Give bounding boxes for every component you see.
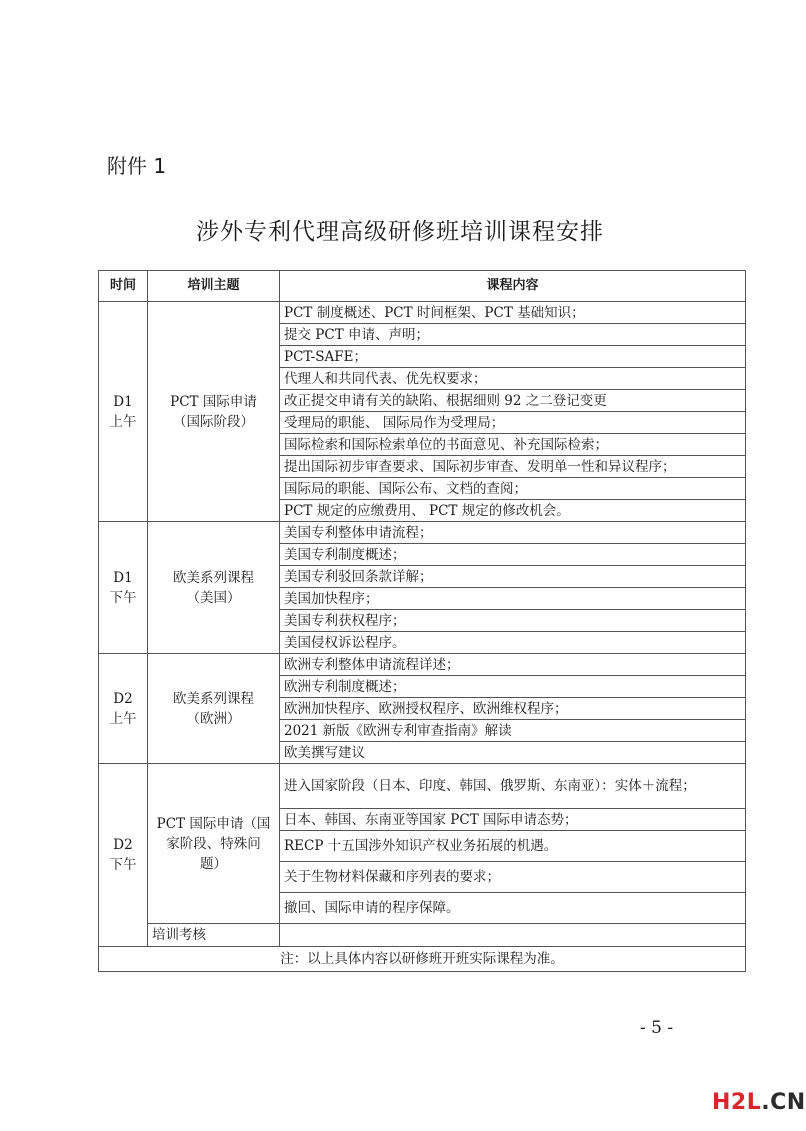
topic-cell: 欧美系列课程 （美国） xyxy=(148,522,280,654)
table-row xyxy=(99,947,746,972)
course-item: PCT 规定的应缴费用、 PCT 规定的修改机会。 xyxy=(280,500,746,522)
time-cell: D2 上午 xyxy=(99,654,148,764)
time-cell: D1 上午 xyxy=(99,302,148,522)
document-title: 涉外专利代理高级研修班培训课程安排 xyxy=(196,219,604,245)
course-item: 改正提交申请有关的缺陷、根据细则 92 之二登记变更 xyxy=(280,390,746,412)
table-note: 注：以上具体内容以研修班开班实际课程为准。 xyxy=(99,947,746,972)
course-item: 美国侵权诉讼程序。 xyxy=(280,632,746,654)
course-item: 受理局的职能、 国际局作为受理局； xyxy=(280,412,746,434)
course-item: 欧洲加快程序、欧洲授权程序、欧洲维权程序； xyxy=(280,698,746,720)
table-row xyxy=(99,522,746,544)
page-number: - 5 - xyxy=(640,1018,674,1038)
topic-cell: PCT 国际申请（国 家阶段、特殊问 题） xyxy=(148,764,280,924)
topic-cell: PCT 国际申请 （国际阶段） xyxy=(148,302,280,522)
course-item: 美国专利驳回条款详解； xyxy=(280,566,746,588)
topic-cell: 欧美系列课程 （欧洲） xyxy=(148,654,280,764)
course-item: PCT 制度概述、PCT 时间框架、PCT 基础知识； xyxy=(280,302,746,324)
course-item: 进入国家阶段（日本、印度、韩国、俄罗斯、东南亚）：实体＋流程； xyxy=(280,764,746,809)
course-item: 欧洲专利制度概述； xyxy=(280,676,746,698)
course-item: 美国专利制度概述； xyxy=(280,544,746,566)
course-item: 美国专利获权程序； xyxy=(280,610,746,632)
course-item: RECP 十五国涉外知识产权业务拓展的机遇。 xyxy=(280,831,746,862)
course-item: 国际局的职能、国际公布、文档的查阅； xyxy=(280,478,746,500)
table-row xyxy=(99,654,746,676)
course-item: 国际检索和国际检索单位的书面意见、补充国际检索； xyxy=(280,434,746,456)
course-item: 提出国际初步审查要求、国际初步审查、发明单一性和异议程序； xyxy=(280,456,746,478)
time-cell: D2 下午 xyxy=(99,764,148,947)
empty-content-cell xyxy=(280,924,746,947)
course-item: 2021 新版《欧洲专利审查指南》解读 xyxy=(280,720,746,742)
table-row xyxy=(99,764,746,809)
table-row xyxy=(99,302,746,324)
table-row xyxy=(99,924,746,947)
site-watermark-logo: H2L.CN xyxy=(712,1090,806,1115)
time-cell: D1 下午 xyxy=(99,522,148,654)
course-item: 关于生物材料保藏和序列表的要求； xyxy=(280,862,746,893)
course-item: 美国加快程序； xyxy=(280,588,746,610)
course-item: 撤回、国际申请的程序保障。 xyxy=(280,893,746,924)
course-item: 美国专利整体申请流程； xyxy=(280,522,746,544)
table-header-row xyxy=(99,271,746,302)
header-content: 课程内容 xyxy=(280,271,746,302)
course-item: 日本、韩国、东南亚等国家 PCT 国际申请态势； xyxy=(280,809,746,831)
course-item: 提交 PCT 申请、声明； xyxy=(280,324,746,346)
header-time: 时间 xyxy=(99,271,148,302)
header-topic: 培训主题 xyxy=(148,271,280,302)
course-item: 代理人和共同代表、优先权要求； xyxy=(280,368,746,390)
assessment-cell: 培训考核 xyxy=(148,924,280,947)
attachment-label: 附件 1 xyxy=(107,154,167,178)
course-item: 欧洲专利整体申请流程详述； xyxy=(280,654,746,676)
course-item: PCT-SAFE； xyxy=(280,346,746,368)
course-item: 欧美撰写建议 xyxy=(280,742,746,764)
course-schedule-table xyxy=(98,270,746,972)
